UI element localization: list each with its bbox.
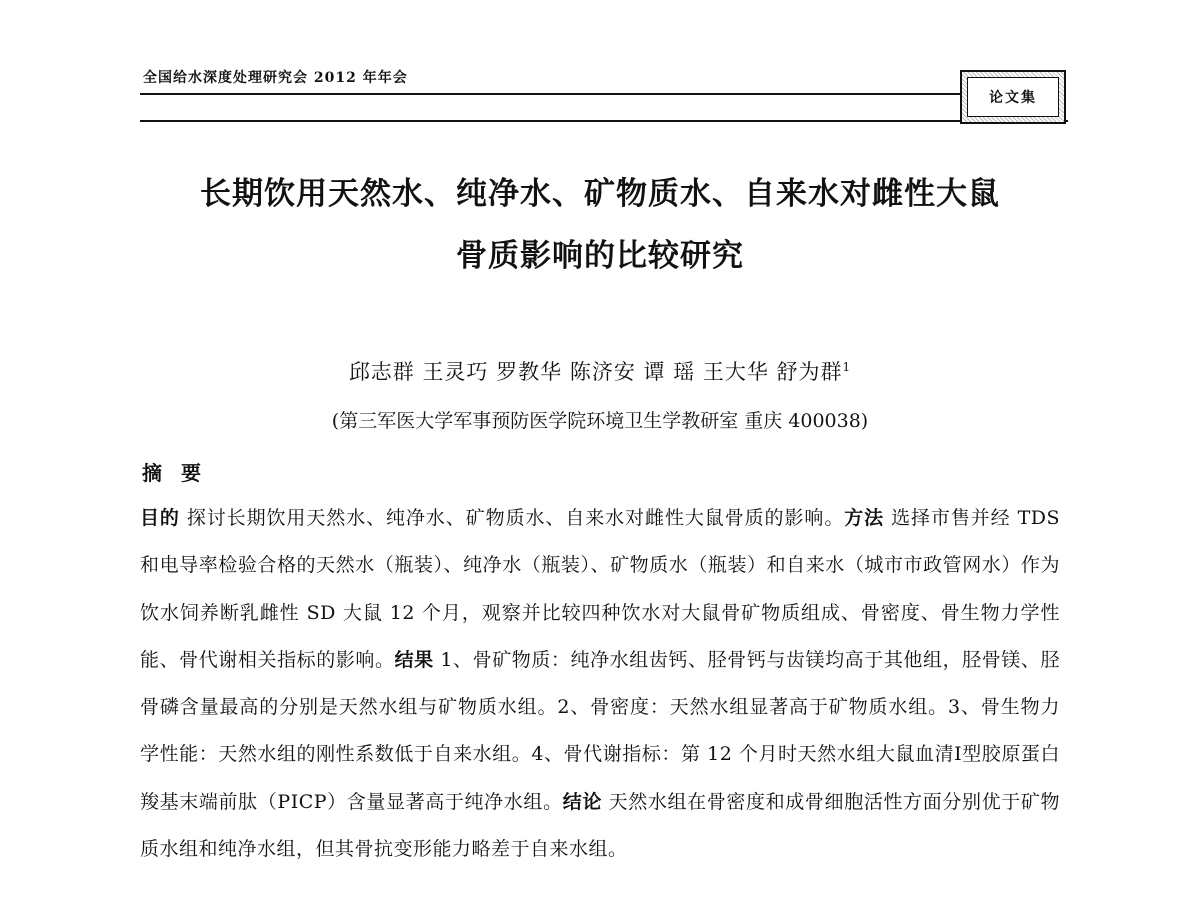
paper-title-line-1: 长期饮用天然水、纯净水、矿物质水、自来水对雌性大鼠 <box>200 176 1000 212</box>
conference-title: 全国给水深度处理研究会 2012 年年会 <box>143 70 408 86</box>
result-label: 结果 <box>394 648 434 671</box>
author-names: 邱志群 王灵巧 罗教华 陈济安 谭 瑶 王大华 舒为群 <box>348 360 843 384</box>
abstract-heading: 摘 要 <box>142 461 207 485</box>
header-rule-top <box>140 93 960 95</box>
result-text: 1、骨矿物质：纯净水组齿钙、胫骨钙与齿镁均高于其他组，胫骨镁、胫骨磷含量最高的分别是天然水组与矿物质水组。2、骨密度：天然水组显著高于矿物质水组。3、骨生物力学性能：天然水组的刚性系数低于自来水组。4、骨代谢指标：第 12 个月时天然水组大鼠血清Ⅰ型胶原蛋白羧基末端前肽（PICP）含量显著高于纯净水组。 <box>140 648 1060 813</box>
objective-text: 探讨长期饮用天然水、纯净水、矿物质水、自来水对雌性大鼠骨质的影响。 <box>179 507 845 529</box>
objective-label: 目的 <box>140 507 180 529</box>
method-label: 方法 <box>844 507 885 529</box>
paper-title-line-2: 骨质影响的比较研究 <box>456 238 744 274</box>
method-text: 选择市售并经 TDS 和电导率检验合格的天然水（瓶装）、纯净水（瓶装）、矿物质水（瓶装）和自来水（城市市政管网水）作为饮水饲养断乳雌性 SD 大鼠 12 个月，观察并比较四种饮水对大鼠骨矿物质组成、骨密度、骨生物力学性能、骨代谢相关指标的影响。 <box>140 507 1060 671</box>
proceedings-badge-label: 论文集 <box>967 77 1059 117</box>
conclusion-label: 结论 <box>562 790 602 813</box>
author-list <box>0 356 1200 386</box>
header-rule-bottom <box>140 120 1068 122</box>
affiliation: (第三军医大学军事预防医学院环境卫生学教研室 重庆 400038) <box>331 410 869 432</box>
conclusion-text: 天然水组在骨密度和成骨细胞活性方面分别优于矿物质水组和纯净水组，但其骨抗变形能力略差于自来水组。 <box>140 790 1060 861</box>
proceedings-badge <box>960 70 1066 124</box>
author-superscript: 1 <box>842 360 852 374</box>
abstract-body <box>140 495 1060 873</box>
